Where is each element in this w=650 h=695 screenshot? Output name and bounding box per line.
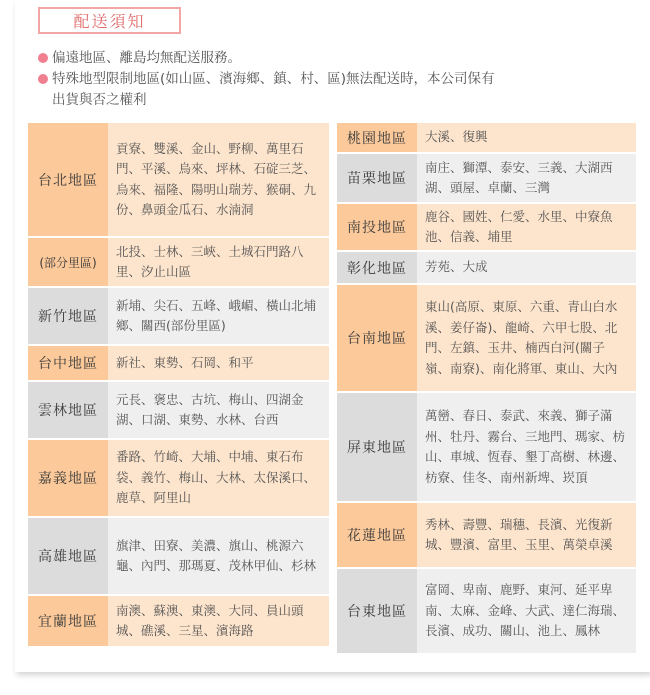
- area-label: 嘉義地區: [28, 440, 108, 516]
- area-label: 高雄地區: [28, 518, 108, 594]
- table-row: [28, 238, 329, 286]
- area-content: 芳苑、大成: [417, 252, 636, 283]
- area-label: 宜蘭地區: [28, 596, 108, 646]
- area-label: 新竹地區: [28, 288, 108, 344]
- area-content: 鹿谷、國姓、仁愛、水里、中寮魚池、信義、埔里: [417, 204, 636, 250]
- table-row: [28, 288, 329, 344]
- page-title: 配送須知: [38, 7, 181, 34]
- area-content: 貢寮、雙溪、金山、野柳、萬里石門、平溪、烏來、坪林、石碇三芝、烏來、福隆、陽明山瑞芳、猴硐、九份、鼻頭金瓜石、水湳洞: [108, 123, 329, 236]
- note-text: 偏遠地區、離島均無配送服務。: [52, 50, 241, 66]
- note-item: [38, 48, 638, 69]
- table-row: [337, 393, 636, 501]
- note-text-continued: 出貨與否之權利: [52, 92, 147, 108]
- table-row: [337, 123, 636, 152]
- table-row: [337, 503, 636, 567]
- bullet-icon: [38, 53, 48, 63]
- area-label: (部分里區): [28, 238, 108, 286]
- table-row: [28, 440, 329, 516]
- table-row: [28, 596, 329, 646]
- area-content: 萬巒、春日、泰武、來義、獅子滿州、牡丹、霧台、三地門、瑪家、枋山、車城、恆春、墾丁高樹、林邊、枋寮、佳冬、南州新埤、崁頂: [417, 393, 636, 501]
- area-label: 苗栗地區: [337, 154, 417, 202]
- area-content: 秀林、壽豐、瑞穗、長濱、光復新城、豐濱、富里、玉里、萬榮卓溪: [417, 503, 636, 567]
- table-row: [337, 204, 636, 250]
- right-area-table: [337, 123, 636, 655]
- area-content: 旗津、田寮、美濃、旗山、桃源六龜、內門、那瑪夏、茂林甲仙、杉林: [108, 518, 329, 594]
- area-content: 北投、士林、三峽、土城石門路八里、汐止山區: [108, 238, 329, 286]
- note-text: 特殊地型限制地區(如山區、濱海鄉、鎮、村、區)無法配送時，本公司保有: [52, 71, 495, 87]
- table-row: [337, 154, 636, 202]
- area-label: 台東地區: [337, 569, 417, 653]
- area-label: 花蓮地區: [337, 503, 417, 567]
- table-row: [337, 569, 636, 653]
- area-content: 東山(高原、東原、六重、青山白水溪、姜仔崙)、龍崎、六甲七股、北門、左鎮、玉井、楠西白河(關子嶺、南寮)、南化將軍、東山、大內: [417, 285, 636, 391]
- area-label: 屏東地區: [337, 393, 417, 501]
- note-item: [38, 69, 638, 111]
- table-row: [28, 518, 329, 594]
- area-label: 南投地區: [337, 204, 417, 250]
- notes-list: [38, 48, 638, 111]
- area-content: 元長、褒忠、古坑、梅山、四湖金湖、口湖、東勢、水林、台西: [108, 382, 329, 438]
- area-label: 台中地區: [28, 346, 108, 380]
- table-row: [28, 382, 329, 438]
- table-row: [337, 252, 636, 283]
- area-content: 南庄、獅潭、泰安、三義、大湖西湖、頭屋、卓蘭、三灣: [417, 154, 636, 202]
- area-content: 新埔、尖石、五峰、峨嵋、橫山北埔鄉、關西(部份里區): [108, 288, 329, 344]
- area-content: 南澳、蘇澳、東澳、大同、員山頭城、礁溪、三星、濱海路: [108, 596, 329, 646]
- area-content: 新社、東勢、石岡、和平: [108, 346, 329, 380]
- area-label: 台南地區: [337, 285, 417, 391]
- area-content: 大溪、復興: [417, 123, 636, 152]
- area-label: 彰化地區: [337, 252, 417, 283]
- table-row: [28, 123, 329, 236]
- area-content: 富岡、卑南、鹿野、東河、延平卑南、太麻、金峰、大武、達仁海瑞、長濱、成功、關山、池上、鳳林: [417, 569, 636, 653]
- area-label: 台北地區: [28, 123, 108, 236]
- table-row: [337, 285, 636, 391]
- area-content: 番路、竹崎、大埔、中埔、東石布袋、義竹、梅山、大林、太保溪口、鹿草、阿里山: [108, 440, 329, 516]
- table-row: [28, 346, 329, 380]
- area-label: 雲林地區: [28, 382, 108, 438]
- bullet-icon: [38, 74, 48, 84]
- area-label: 桃園地區: [337, 123, 417, 152]
- left-area-table: [28, 123, 329, 648]
